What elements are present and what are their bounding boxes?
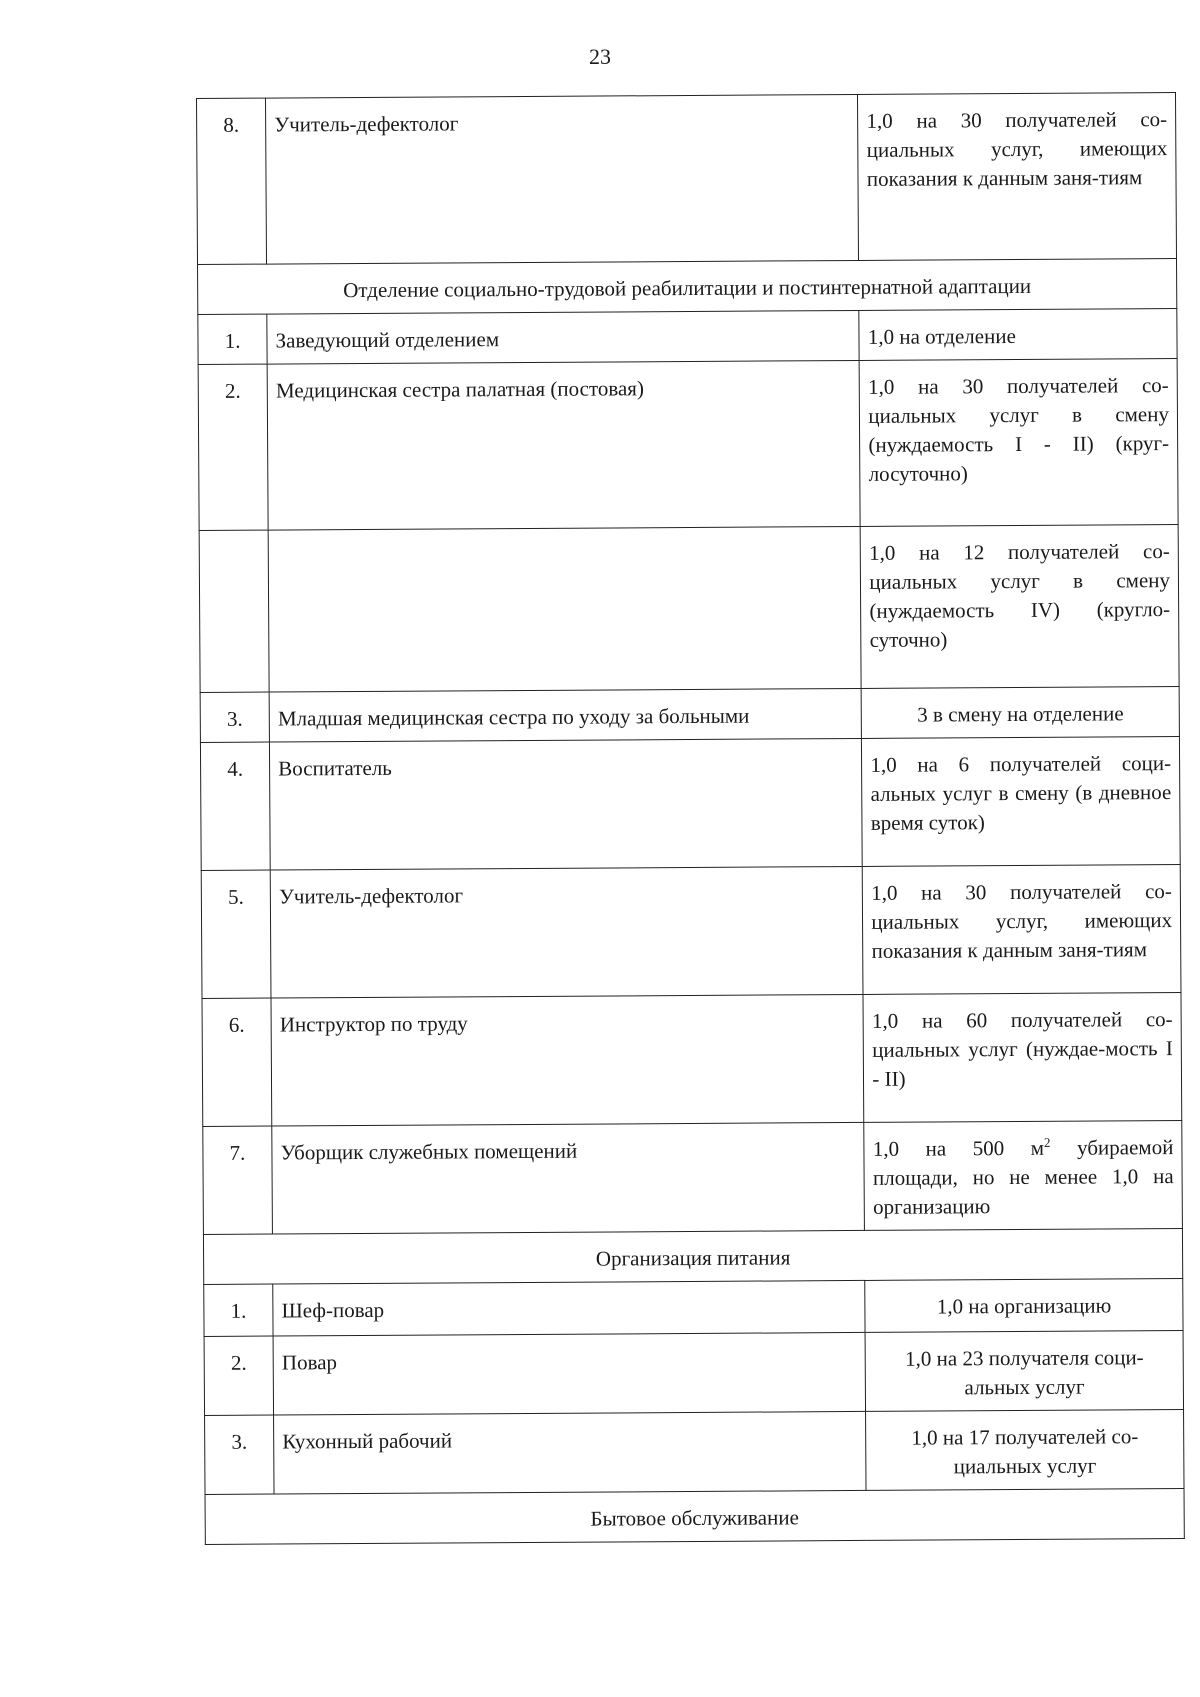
position-title: Уборщик служебных помещений [272,1122,865,1234]
position-title: Младшая медицинская сестра по уходу за больными [269,688,861,742]
row-number: 1. [204,1284,273,1336]
table-row [197,93,1177,265]
row-number: 2. [198,364,268,530]
row-number: 7. [203,1126,273,1234]
staffing-norm: 1,0 на 30 получателей со-циальных услуг в смену (нуждаемость I - II) (круг-лосуточно) [859,358,1178,526]
position-title: Учитель-дефектолог [266,94,859,264]
staffing-norm [864,1120,1182,1230]
position-title [268,526,861,692]
table-row [203,1120,1183,1234]
staffing-norm: 1,0 на 23 получателя соци-альных услуг [865,1330,1183,1411]
staffing-norm: 1,0 на 6 получателей соци-альных услуг в смену (в дневное время суток) [862,736,1180,866]
staffing-table [196,92,1185,1545]
staffing-norm: 1,0 на отделение [859,308,1177,360]
row-number: 4. [200,742,270,870]
table-row [204,1330,1183,1415]
section-title: Бытовое обслуживание [205,1488,1184,1544]
table-row [201,864,1181,998]
table-row [205,1409,1184,1494]
row-number [199,530,269,692]
section-header-row [198,259,1177,315]
row-number: 3. [200,692,269,742]
table-row [202,992,1182,1126]
table-row [200,686,1179,742]
section-header-row [205,1488,1184,1544]
position-title: Повар [273,1332,866,1415]
position-title: Шеф-повар [273,1280,866,1336]
row-number: 5. [201,870,271,998]
staffing-norm: 1,0 на 30 получателей со-циальных услуг, имеющих показания к данным заня-тиям [858,93,1177,261]
position-title: Кухонный рабочий [274,1411,867,1494]
table-row [198,308,1177,364]
row-number: 8. [197,98,267,264]
row-number: 6. [202,998,272,1126]
row-number: 3. [205,1415,275,1494]
table-row [198,358,1178,530]
table-row [200,736,1180,870]
staffing-norm: 1,0 на 30 получателей со-циальных услуг, имеющих показания к данным заня-тиям [863,864,1181,994]
position-title: Медицинская сестра палатная (постовая) [267,360,860,530]
position-title: Воспитатель [270,738,863,870]
position-title: Заведующий отделением [267,310,859,364]
table-row [204,1278,1183,1336]
section-title: Организация питания [203,1228,1182,1284]
section-header-row [203,1228,1182,1284]
position-title: Инструктор по труду [271,994,864,1126]
staffing-norm: 1,0 на 17 получателей со-циальных услуг [866,1409,1184,1490]
section-title: Отделение социально-трудовой реабилитации и постинтернатной адаптации [198,259,1177,315]
page-number: 23 [589,44,611,69]
norm-text-end: убираемой площади, но не менее 1,0 на организацию [872,1134,1174,1219]
norm-text-start: 1,0 на 500 м [872,1135,1045,1161]
staffing-norm: 3 в смену на отделение [861,686,1179,738]
staffing-norm: 1,0 на 60 получателей со-циальных услуг (нуждае-мость I - II) [863,992,1181,1122]
row-number: 2. [204,1336,274,1415]
table-row [199,524,1179,692]
position-title: Учитель-дефектолог [270,866,863,998]
row-number: 1. [198,314,267,364]
square-superscript: 2 [1043,1134,1051,1150]
staffing-norm: 1,0 на организацию [865,1278,1183,1332]
staffing-norm: 1,0 на 12 получателей со-циальных услуг в смену (нуждаемость IV) (кругло-суточно) [860,524,1179,688]
